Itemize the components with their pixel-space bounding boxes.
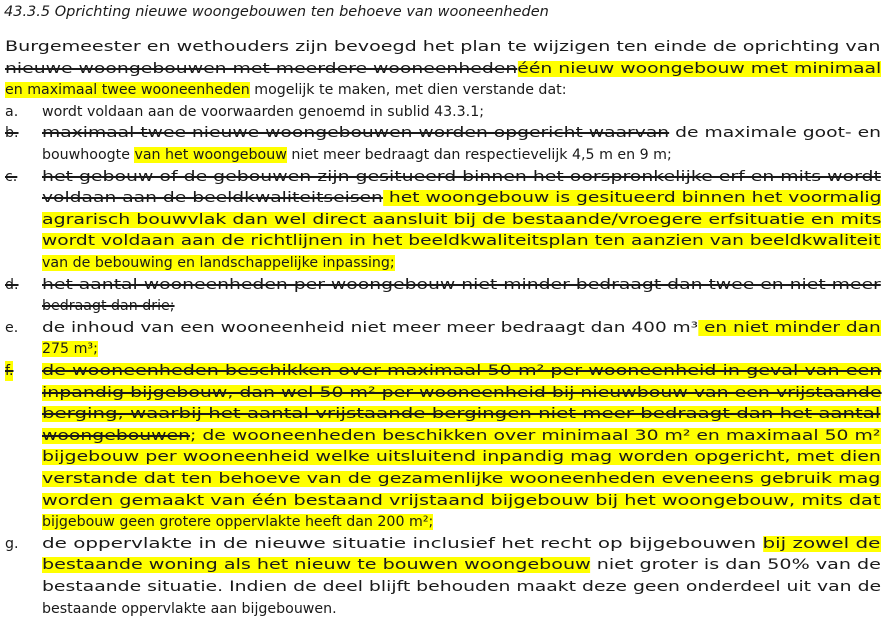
text-line (42, 447, 881, 467)
text-line (42, 534, 880, 554)
text-line (42, 253, 395, 273)
text-segment: bouwhoogte (42, 147, 135, 163)
text-line (42, 296, 175, 316)
text-segment: verstande dat ten behoeve van de gezamenlijke wooneenheden eveneens gebruik mag (42, 471, 881, 487)
text-segment: Burgemeester en wethouders zijn bevoegd het plan te wijzigen ten einde de oprichting van (5, 39, 881, 55)
text-line (42, 555, 881, 575)
text-segment: ; de wooneenheden beschikken over minimaal 30 m² en maximaal 50 m² (190, 427, 881, 444)
text-line (42, 599, 337, 619)
text-line (42, 123, 881, 143)
text-segment: en maximaal twee wooneenheden (5, 82, 250, 99)
text-line (42, 383, 882, 403)
text-line (42, 512, 433, 532)
text-segment: bestaande oppervlakte aan bijgebouwen. (42, 600, 337, 617)
text-line (42, 361, 881, 381)
text-segment: van de bebouwing en landschappelijke inpassing; (42, 255, 395, 271)
text-line (42, 577, 881, 597)
text-line (42, 491, 880, 511)
text-segment: en niet minder dan (698, 319, 881, 336)
text-segment: van het woongebouw (134, 147, 287, 163)
text-segment: inpandig bijgebouw, dan wel 50 m² per wooneenheid bij nieuwbouw van een vrijstaande (42, 384, 882, 401)
text-segment: bijgebouw geen grotere oppervlakte heeft dan 200 m²; (42, 514, 434, 531)
text-line (5, 80, 566, 100)
text-segment: de maximale goot- en (669, 125, 882, 142)
text-line (42, 339, 98, 359)
list-item-label: c. (5, 168, 18, 185)
text-segment: worden gemaakt van één bestaand vrijstaand bijgebouw bij het woongebouw, mits dat (42, 492, 881, 509)
text-segment: wordt voldaan aan de voorwaarden genoemd in sublid 43.3.1; (42, 103, 485, 120)
text-segment: de oppervlakte in de nieuwe situatie inclusief het recht op bijgebouwen (42, 535, 763, 552)
text-segment: agrarisch bouwvlak dan wel direct aansluit bij de bestaande/vroegere erfsituatie en mits (42, 211, 882, 228)
text-segment: bedraagt dan drie; (42, 298, 175, 315)
text-line (5, 59, 881, 79)
text-segment: bijgebouw per wooneenheid welke uitsluitend inpandig mag worden opgericht, met dien (42, 449, 881, 466)
text-segment: niet meer bedraagt dan respectievelijk 4,5 m en 9 m; (286, 147, 672, 163)
text-segment: bestaande woning als het nieuw te bouwen woongebouw (42, 557, 591, 574)
text-line (42, 318, 881, 338)
text-segment: bij zowel de (762, 535, 881, 552)
list-item-label: a. (5, 103, 19, 120)
text-segment: het gebouw of de gebouwen zijn gesitueerd binnen het oorspronkelijke erf en mits wordt (42, 168, 881, 185)
text-segment: wordt voldaan aan de richtlijnen in het beeldkwaliteitsplan ten aanzien van beeldkwaliteit (42, 233, 881, 250)
text-line (42, 426, 880, 446)
text-segment: de inhoud van een wooneenheid niet meer meer bedraagt dan 400 m³ (42, 319, 699, 336)
text-segment: berging, waarbij het aantal vrijstaande bergingen niet meer bedraagt dan het aantal (42, 406, 881, 423)
text-segment: maximaal twee nieuwe woongebouwen worden opgericht waarvan (42, 125, 670, 142)
text-line (42, 404, 880, 424)
text-line (42, 102, 484, 122)
list-item-label: e. (5, 319, 19, 336)
text-line (42, 167, 881, 187)
text-segment: de wooneenheden beschikken over maximaal 50 m² per wooneenheid in geval van een (42, 363, 882, 379)
list-item-label: d. (5, 276, 19, 293)
text-line (42, 145, 672, 165)
list-item-label: g. (5, 535, 19, 552)
text-line (42, 469, 880, 489)
text-line (42, 188, 881, 208)
text-segment: mogelijk te maken, met dien verstande dat: (249, 82, 567, 99)
text-segment: voldaan aan de beeldkwaliteitseisen (42, 190, 383, 207)
text-segment: woongebouwen (42, 427, 191, 444)
text-segment: één nieuw woongebouw met minimaal (517, 60, 882, 77)
text-segment: bestaande situatie. Indien de deel blijft behouden maakt deze geen onderdeel uit van de (42, 579, 882, 595)
text-segment: het aantal wooneenheden per woongebouw niet minder bedraagt dan twee en niet meer (42, 276, 881, 293)
section-heading: 43.3.5 Oprichting nieuwe woongebouwen ten behoeve van wooneenheden (4, 4, 549, 20)
text-line (42, 231, 880, 251)
text-segment: het woongebouw is gesitueerd binnen het voormalig (382, 190, 882, 207)
text-line (42, 275, 881, 295)
list-item-label: f. (5, 363, 14, 379)
text-line (42, 210, 882, 230)
text-segment: 275 m³; (42, 341, 98, 358)
list-item-label: b. (5, 125, 19, 142)
text-segment: nieuwe woongebouwen met meerdere wooneenheden (5, 60, 518, 77)
text-segment: niet groter is dan 50% van de (590, 557, 881, 574)
text-line (5, 37, 881, 57)
